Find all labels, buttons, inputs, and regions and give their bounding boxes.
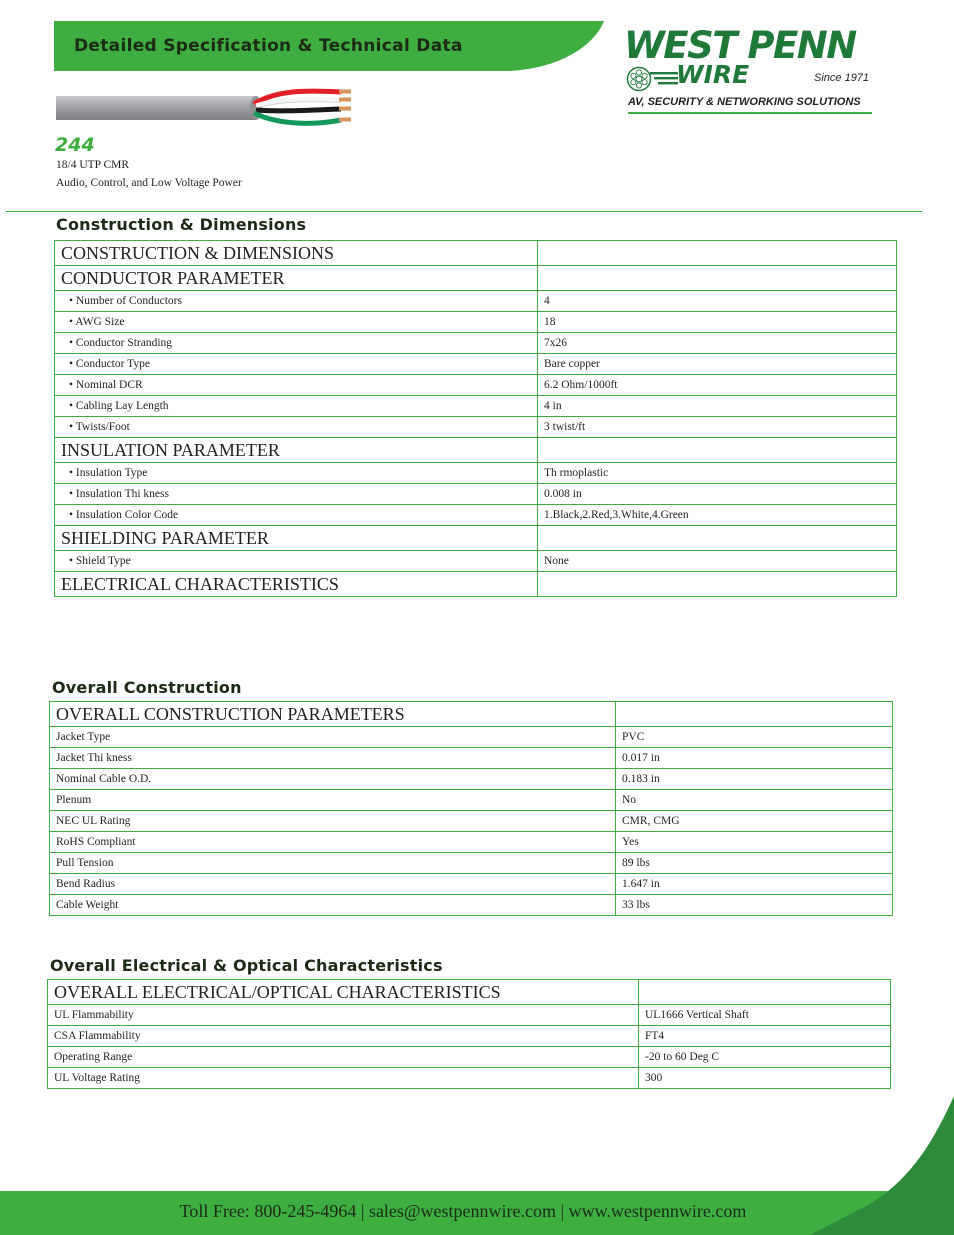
table-row [50,790,893,811]
table-cell-label: Cable Weight [50,895,616,916]
west-penn-wire-logo [624,26,900,118]
table-cell-value: 6.2 Ohm/1000ft [538,375,897,396]
table-cell-value: No [616,790,893,811]
table-cell-label: • Insulation Color Code [55,505,538,526]
table-row [55,505,897,526]
table-cell-value [538,241,897,266]
table-cell-label: • AWG Size [55,312,538,333]
table-cell-value [538,438,897,463]
table-row [55,291,897,312]
table-cell-value: FT4 [639,1026,891,1047]
table-cell-label: • Insulation Type [55,463,538,484]
table-row [50,748,893,769]
table-cell-value: Yes [616,832,893,853]
table-row [48,1026,891,1047]
table-cell-label: Jacket Thi kness [50,748,616,769]
cable-image [56,86,356,130]
table-row [50,895,893,916]
table-cell-value [538,572,897,597]
product-code: 244 [55,134,95,156]
table-cell-value: 0.183 in [616,769,893,790]
banner-title: Detailed Specification & Technical Data [74,36,463,56]
table-cell-value [538,266,897,291]
logo-wordmark: WEST PENN [624,24,856,67]
table-header-row [55,266,897,291]
table-section-heading: OVERALL CONSTRUCTION PARAMETERS [50,702,616,727]
table-row [55,375,897,396]
table-cell-label: • Conductor Stranding [55,333,538,354]
table-cell-label: CSA Flammability [48,1026,639,1047]
footer-contact: Toll Free: 800-245-4964 | sales@westpennwire.com | www.westpennwire.com [179,1201,747,1221]
construction-dimensions-table [54,240,897,597]
table-cell-value: 1.Black,2.Red,3.White,4.Green [538,505,897,526]
table-cell-label: • Conductor Type [55,354,538,375]
table-row [55,396,897,417]
header-divider [6,211,922,212]
table-cell-value: 0.008 in [538,484,897,505]
table-cell-value: CMR, CMG [616,811,893,832]
table-row [48,1005,891,1026]
table-cell-label: Plenum [50,790,616,811]
table-cell-value [616,702,893,727]
table-row [55,484,897,505]
table-cell-value: 18 [538,312,897,333]
table-row [55,354,897,375]
table-cell-value: 0.017 in [616,748,893,769]
table-header-row [55,241,897,266]
table-row [50,727,893,748]
table-row [50,811,893,832]
product-description-line-2: Audio, Control, and Low Voltage Power [56,177,242,189]
table-cell-value: 89 lbs [616,853,893,874]
table-cell-label: • Shield Type [55,551,538,572]
table-section-heading: CONSTRUCTION & DIMENSIONS [55,241,538,266]
table-cell-label: Nominal Cable O.D. [50,769,616,790]
table-cell-value: 1.647 in [616,874,893,895]
table-header-row [55,572,897,597]
table-row [50,874,893,895]
table-header-row [50,702,893,727]
table-row [50,853,893,874]
table-cell-value: -20 to 60 Deg C [639,1047,891,1068]
table-cell-label: Pull Tension [50,853,616,874]
section-title-electrical: Overall Electrical & Optical Characteristics [50,956,443,975]
table-row [50,832,893,853]
section-title-construction: Construction & Dimensions [56,215,307,234]
table-row [55,333,897,354]
table-cell-label: • Twists/Foot [55,417,538,438]
table-row [55,312,897,333]
logo-tagline: AV, SECURITY & NETWORKING SOLUTIONS [628,96,861,108]
table-row [55,463,897,484]
table-row [55,551,897,572]
table-section-heading: CONDUCTOR PARAMETER [55,266,538,291]
table-row [50,769,893,790]
table-cell-label: • Nominal DCR [55,375,538,396]
table-cell-value: 4 [538,291,897,312]
table-cell-label: • Number of Conductors [55,291,538,312]
table-cell-value: None [538,551,897,572]
table-cell-label: Jacket Type [50,727,616,748]
table-cell-label: • Cabling Lay Length [55,396,538,417]
table-section-heading: ELECTRICAL CHARACTERISTICS [55,572,538,597]
logo-underline [628,112,872,114]
table-cell-value: PVC [616,727,893,748]
table-cell-label: RoHS Compliant [50,832,616,853]
table-cell-value [639,980,891,1005]
table-section-heading: SHIELDING PARAMETER [55,526,538,551]
product-description-line-1: 18/4 UTP CMR [56,159,130,171]
electrical-optical-table [47,979,891,1089]
table-header-row [55,526,897,551]
table-cell-value: Th rmoplastic [538,463,897,484]
table-row [48,1047,891,1068]
table-cell-label: Bend Radius [50,874,616,895]
table-header-row [48,980,891,1005]
table-cell-value: 300 [639,1068,891,1089]
table-cell-value: 3 twist/ft [538,417,897,438]
table-section-heading: INSULATION PARAMETER [55,438,538,463]
table-cell-value [538,526,897,551]
wire-reel-icon [626,66,652,92]
table-cell-label: UL Voltage Rating [48,1068,639,1089]
table-cell-label: Operating Range [48,1047,639,1068]
logo-since: Since 1971 [814,72,870,84]
table-cell-label: UL Flammability [48,1005,639,1026]
table-cell-value: 4 in [538,396,897,417]
table-section-heading: OVERALL ELECTRICAL/OPTICAL CHARACTERISTICS [48,980,639,1005]
table-cell-value: UL1666 Vertical Shaft [639,1005,891,1026]
table-row [48,1068,891,1089]
table-cell-value: 7x26 [538,333,897,354]
logo-wire-wordmark: WIRE [676,60,750,89]
table-cell-label: NEC UL Rating [50,811,616,832]
section-title-overall-construction: Overall Construction [52,678,242,697]
table-row [55,417,897,438]
table-header-row [55,438,897,463]
overall-construction-table [49,701,893,916]
table-cell-value: Bare copper [538,354,897,375]
table-cell-value: 33 lbs [616,895,893,916]
table-cell-label: • Insulation Thi kness [55,484,538,505]
